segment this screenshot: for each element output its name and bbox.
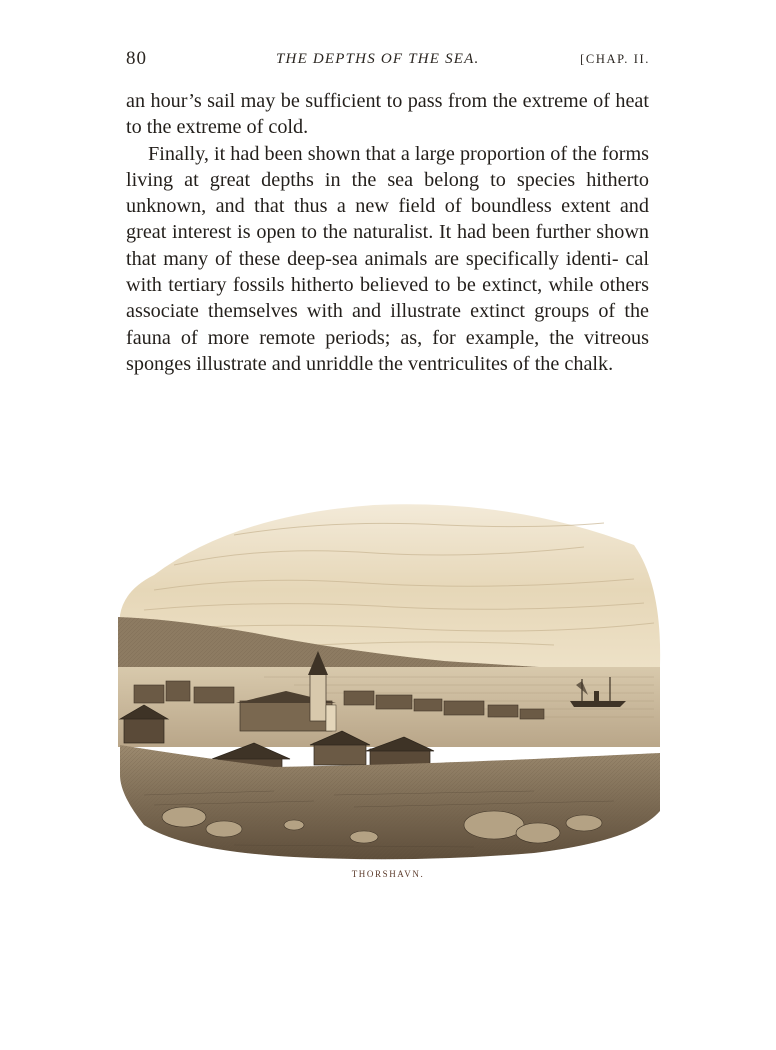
book-title: THE DEPTHS OF THE SEA. xyxy=(276,51,480,67)
figure-caption: THORSHAVN. xyxy=(351,869,425,879)
paragraph-finally: Finally, it had been shown that a large proportion of the forms living at great depths in the sea belong to species hitherto unknown, and that thus a new field of boundless extent and great interest is open to the naturalist. It had been further shown that many of these deep-sea animals are specifically identi- cal with tertiary fossils hitherto believed to be extinct, while others associate themselves with and illustrate extinct groups of the fauna of more remote periods; as, for example, the vitreous sponges illustrate and unriddle the ventriculites of the chalk. xyxy=(126,142,649,375)
running-header xyxy=(126,48,650,72)
paragraph-continued: an hour’s sail may be sufficient to pass from the extreme of heat to the extreme of cold. xyxy=(126,90,649,139)
chapter-reference: [CHAP. II. xyxy=(580,52,650,66)
body-text xyxy=(126,88,649,377)
illustration-thorshavn xyxy=(114,495,662,867)
engraving-image xyxy=(114,495,662,867)
page-number: 80 xyxy=(126,48,147,69)
